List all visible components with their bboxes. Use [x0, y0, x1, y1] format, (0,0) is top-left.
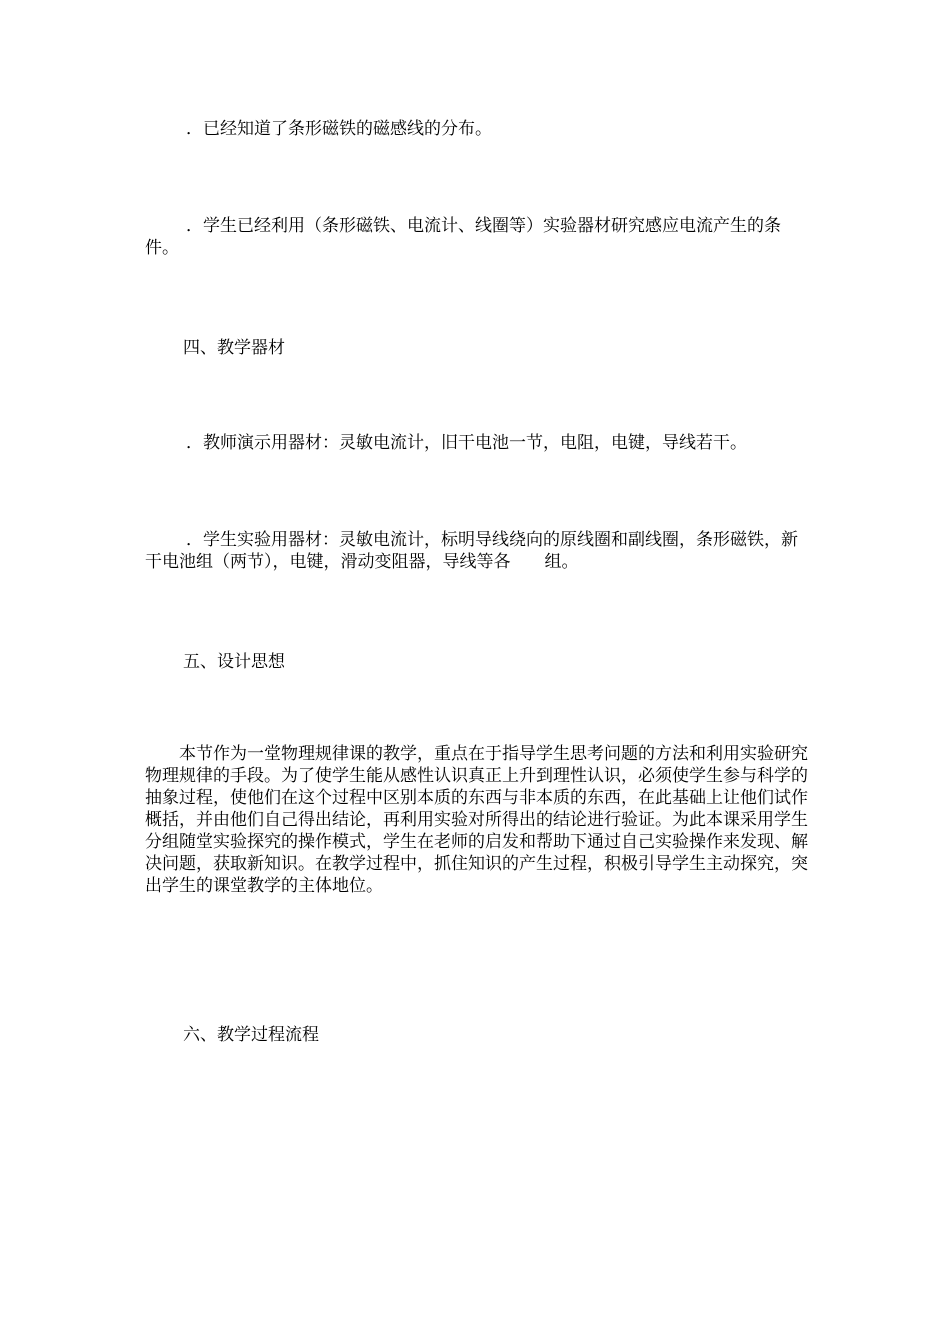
item-teacher-equipment: ．教师演示用器材：灵敏电流计，旧干电池一节，电阻，电键，导线若干。: [186, 433, 747, 453]
heading-design-ideas: 五、设计思想: [183, 652, 285, 672]
heading-teaching-equipment: 四、教学器材: [183, 338, 285, 358]
item-student-equipment: ．学生实验用器材：灵敏电流计，标明导线绕向的原线圈和副线圈，条形磁铁，新干电池组（两节），电键，滑动变阻器，导线等各 组。: [145, 530, 798, 572]
item-student-experiment-done: ．学生已经利用（条形磁铁、电流计、线圈等）实验器材研究感应电流产生的条件。: [145, 216, 781, 258]
design-paragraph: 本节作为一堂物理规律课的教学，重点在于指导学生思考问题的方法和利用实验研究物理规律的手段。为了使学生能从感性认识真正上升到理性认识，必须使学生参与科学的抽象过程，使他们在这个过程中区别本质的东西与非本质的东西，在此基础上让他们试作概括，并由他们自己得出结论，再利用实验对所得出的结论进行验证。为此本课采用学生分组随堂实验探究的操作模式，学生在老师的启发和帮助下通过自己实验操作来发现、解决问题，获取新知识。在教学过程中，抓住知识的产生过程，积极引导学生主动探究，突出学生的课堂教学的主体地位。: [145, 744, 808, 896]
heading-teaching-process: 六、教学过程流程: [183, 1025, 319, 1045]
item-magnet-field-lines: ．已经知道了条形磁铁的磁感线的分布。: [186, 119, 492, 139]
